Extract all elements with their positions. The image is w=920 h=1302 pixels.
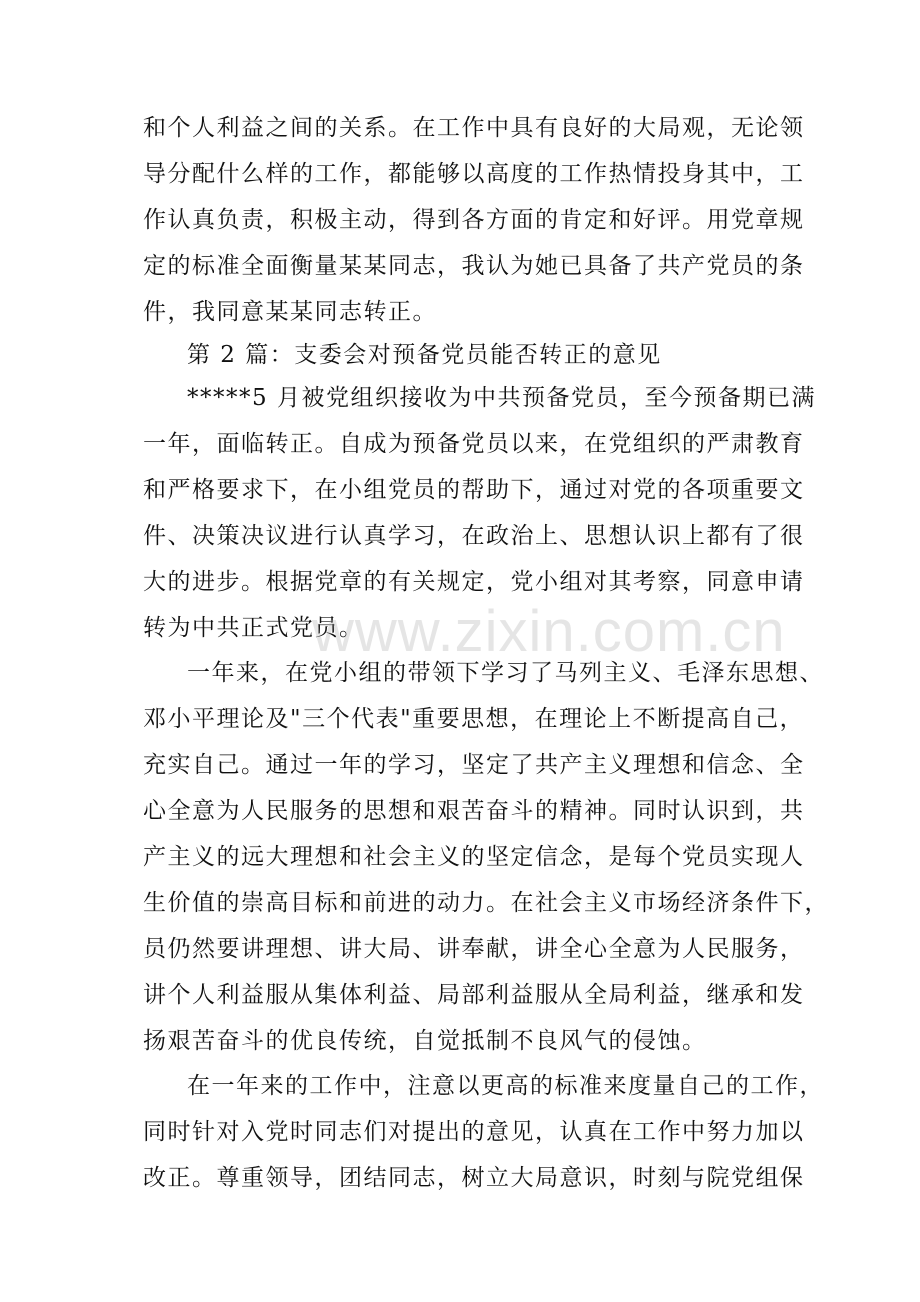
text-line: 和严格要求下，在小组党员的帮助下，通过对党的各项重要文 (143, 477, 805, 503)
text-line: 生价值的崇高目标和前进的动力。在社会主义市场经济条件下， (143, 890, 829, 916)
text-line: 员仍然要讲理想、讲大局、讲奉献，讲全心全意为人民服务， (143, 936, 805, 962)
text-line: 产主义的远大理想和社会主义的坚定信念，是每个党员实现人 (143, 844, 805, 870)
text-line: 一年，面临转正。自成为预备党员以来，在党组织的严肃教育 (143, 431, 805, 457)
text-line: 件、决策决议进行认真学习，在政治上、思想认识上都有了很 (143, 523, 805, 549)
text-line: 心全意为人民服务的思想和艰苦奋斗的精神。同时认识到，共 (143, 798, 805, 824)
text-line: 件，我同意某某同志转正。 (143, 299, 437, 325)
text-line: 和个人利益之间的关系。在工作中具有良好的大局观，无论领 (143, 115, 805, 141)
text-line: 在一年来的工作中，注意以更高的标准来度量自己的工作， (187, 1073, 824, 1099)
text-line: 一年来，在党小组的带领下学习了马列主义、毛泽东思想、 (187, 660, 824, 686)
text-line: 改正。尊重领导，团结同志，树立大局意识，时刻与院党组保 (143, 1165, 805, 1191)
text-line: 讲个人利益服从集体利益、局部利益服从全局利益，继承和发 (143, 982, 805, 1008)
section-heading: 第 2 篇：支委会对预备党员能否转正的意见 (187, 342, 662, 368)
text-line: 转为中共正式党员。 (143, 615, 364, 641)
text-line: *****5 月被党组织接收为中共预备党员，至今预备期已满 (187, 385, 816, 411)
text-line: 定的标准全面衡量某某同志，我认为她已具备了共产党员的条 (143, 253, 805, 279)
watermark: www.zixin.com.cn (312, 599, 786, 664)
text-line: 邓小平理论及"三个代表"重要思想，在理论上不断提高自己， (143, 706, 805, 732)
text-line: 大的进步。根据党章的有关规定，党小组对其考察，同意申请 (143, 569, 805, 595)
text-line: 扬艰苦奋斗的优良传统，自觉抵制不良风气的侵蚀。 (143, 1028, 707, 1054)
text-line: 导分配什么样的工作，都能够以高度的工作热情投身其中，工 (143, 161, 805, 187)
text-line: 作认真负责，积极主动，得到各方面的肯定和好评。用党章规 (143, 207, 805, 233)
text-line: 同时针对入党时同志们对提出的意见，认真在工作中努力加以 (143, 1119, 805, 1145)
text-line: 充实自己。通过一年的学习，坚定了共产主义理想和信念、全 (143, 752, 805, 778)
